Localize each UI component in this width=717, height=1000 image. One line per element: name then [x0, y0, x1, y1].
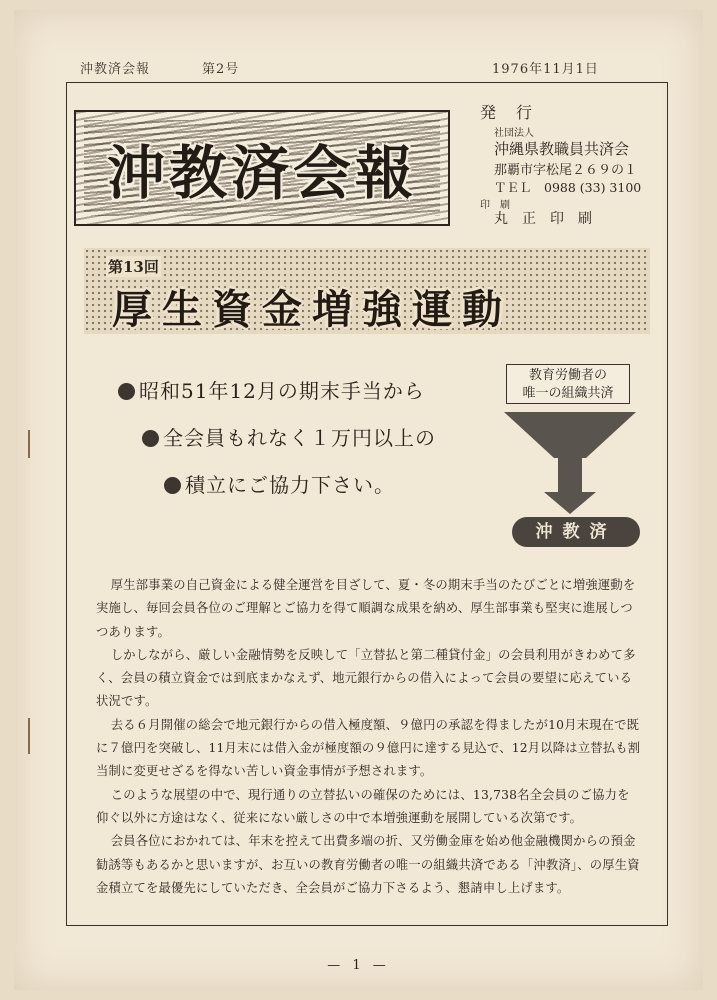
publisher-tel: ＴＥＬ 0988 (33) 3100	[494, 180, 642, 195]
binding-mark	[28, 430, 30, 458]
bullet-dot-icon	[142, 430, 159, 447]
funnel-arrow-icon	[500, 410, 640, 520]
bullet-dot-icon	[118, 383, 135, 400]
article-paragraph: 厚生部事業の自己資金による健全運営を目ざして、夏・冬の期末手当のたびごとに増強運動を実施し、毎回会員各位のご理解とご協力を得て順調な成果を納め、厚生部事業も堅実に進展しつつあります。	[96, 578, 636, 639]
header-date: 1976年11月1日	[492, 62, 599, 77]
publisher-org-name: 沖縄県教職員共済会	[494, 140, 630, 158]
masthead-title: 沖教済会報	[106, 139, 417, 207]
publisher-address: 那覇市字松尾２６９の１	[494, 163, 638, 178]
publisher-org-type: 社団法人	[494, 128, 534, 139]
banner-subtitle: 第13回	[108, 258, 159, 276]
article-paragraph: しかしながら、厳しい金融情勢を反映して「立替払と第二種貸付金」の会員利用がきわめて多く、会員の積立資金では到底まかなえず、地元銀行からの借入によって会員の要望に応えている状況です。	[96, 647, 636, 709]
article-paragraph: 去る６月開催の総会で地元銀行からの借入極度額、９億円の承認を得ましたが10月末現在で既に７億円を突破し、11月末には借入金が極度額の９億円に達する見込で、12月以降は立替払も割当制に変更せざるを得ない苦しい資金事情が予想されます。	[96, 717, 641, 779]
bullet-item: 積立にご協力下さい。	[164, 469, 395, 498]
printer-label: 印 刷	[480, 200, 510, 211]
banner-title: 厚生資金増強運動	[112, 286, 512, 333]
page-number: — 1 —	[327, 958, 390, 973]
masthead	[74, 110, 450, 226]
article-paragraph: このような展望の中で、現行通りの立替払いの確保のためには、13,738名全会員のご協力を仰ぐ以外に方途はなく、従来にない厳しさの中で本増強運動を展開している次第です。	[96, 787, 630, 825]
bullet-item: 昭和51年12月の期末手当から	[118, 375, 425, 404]
article-paragraph: 会員各位におかれては、年末を控えて出費多端の折、又労働金庫を始め他金融機関からの預金勧誘等もあるかと思いますが、お互いの教育労働者の唯一の組織共済である「沖教済」、の厚生資金積立てを最優先にしていただき、全会員がご協力下さるよう、懇請申し上げます。	[96, 834, 640, 895]
bullet-dot-icon	[164, 477, 181, 494]
bullet-item: 全会員もれなく１万円以上の	[142, 422, 436, 451]
publisher-label: 発 行	[480, 103, 535, 122]
header-issue: 第2号	[202, 62, 240, 77]
funnel-target: 沖教済	[512, 517, 640, 547]
printer-name: 丸 正 印 刷	[494, 211, 592, 227]
funnel-label: 教育労働者の 唯一の組織共済	[506, 364, 630, 404]
article-body	[96, 574, 642, 900]
binding-mark	[28, 718, 30, 754]
header-publication: 沖教済会報	[80, 62, 151, 77]
